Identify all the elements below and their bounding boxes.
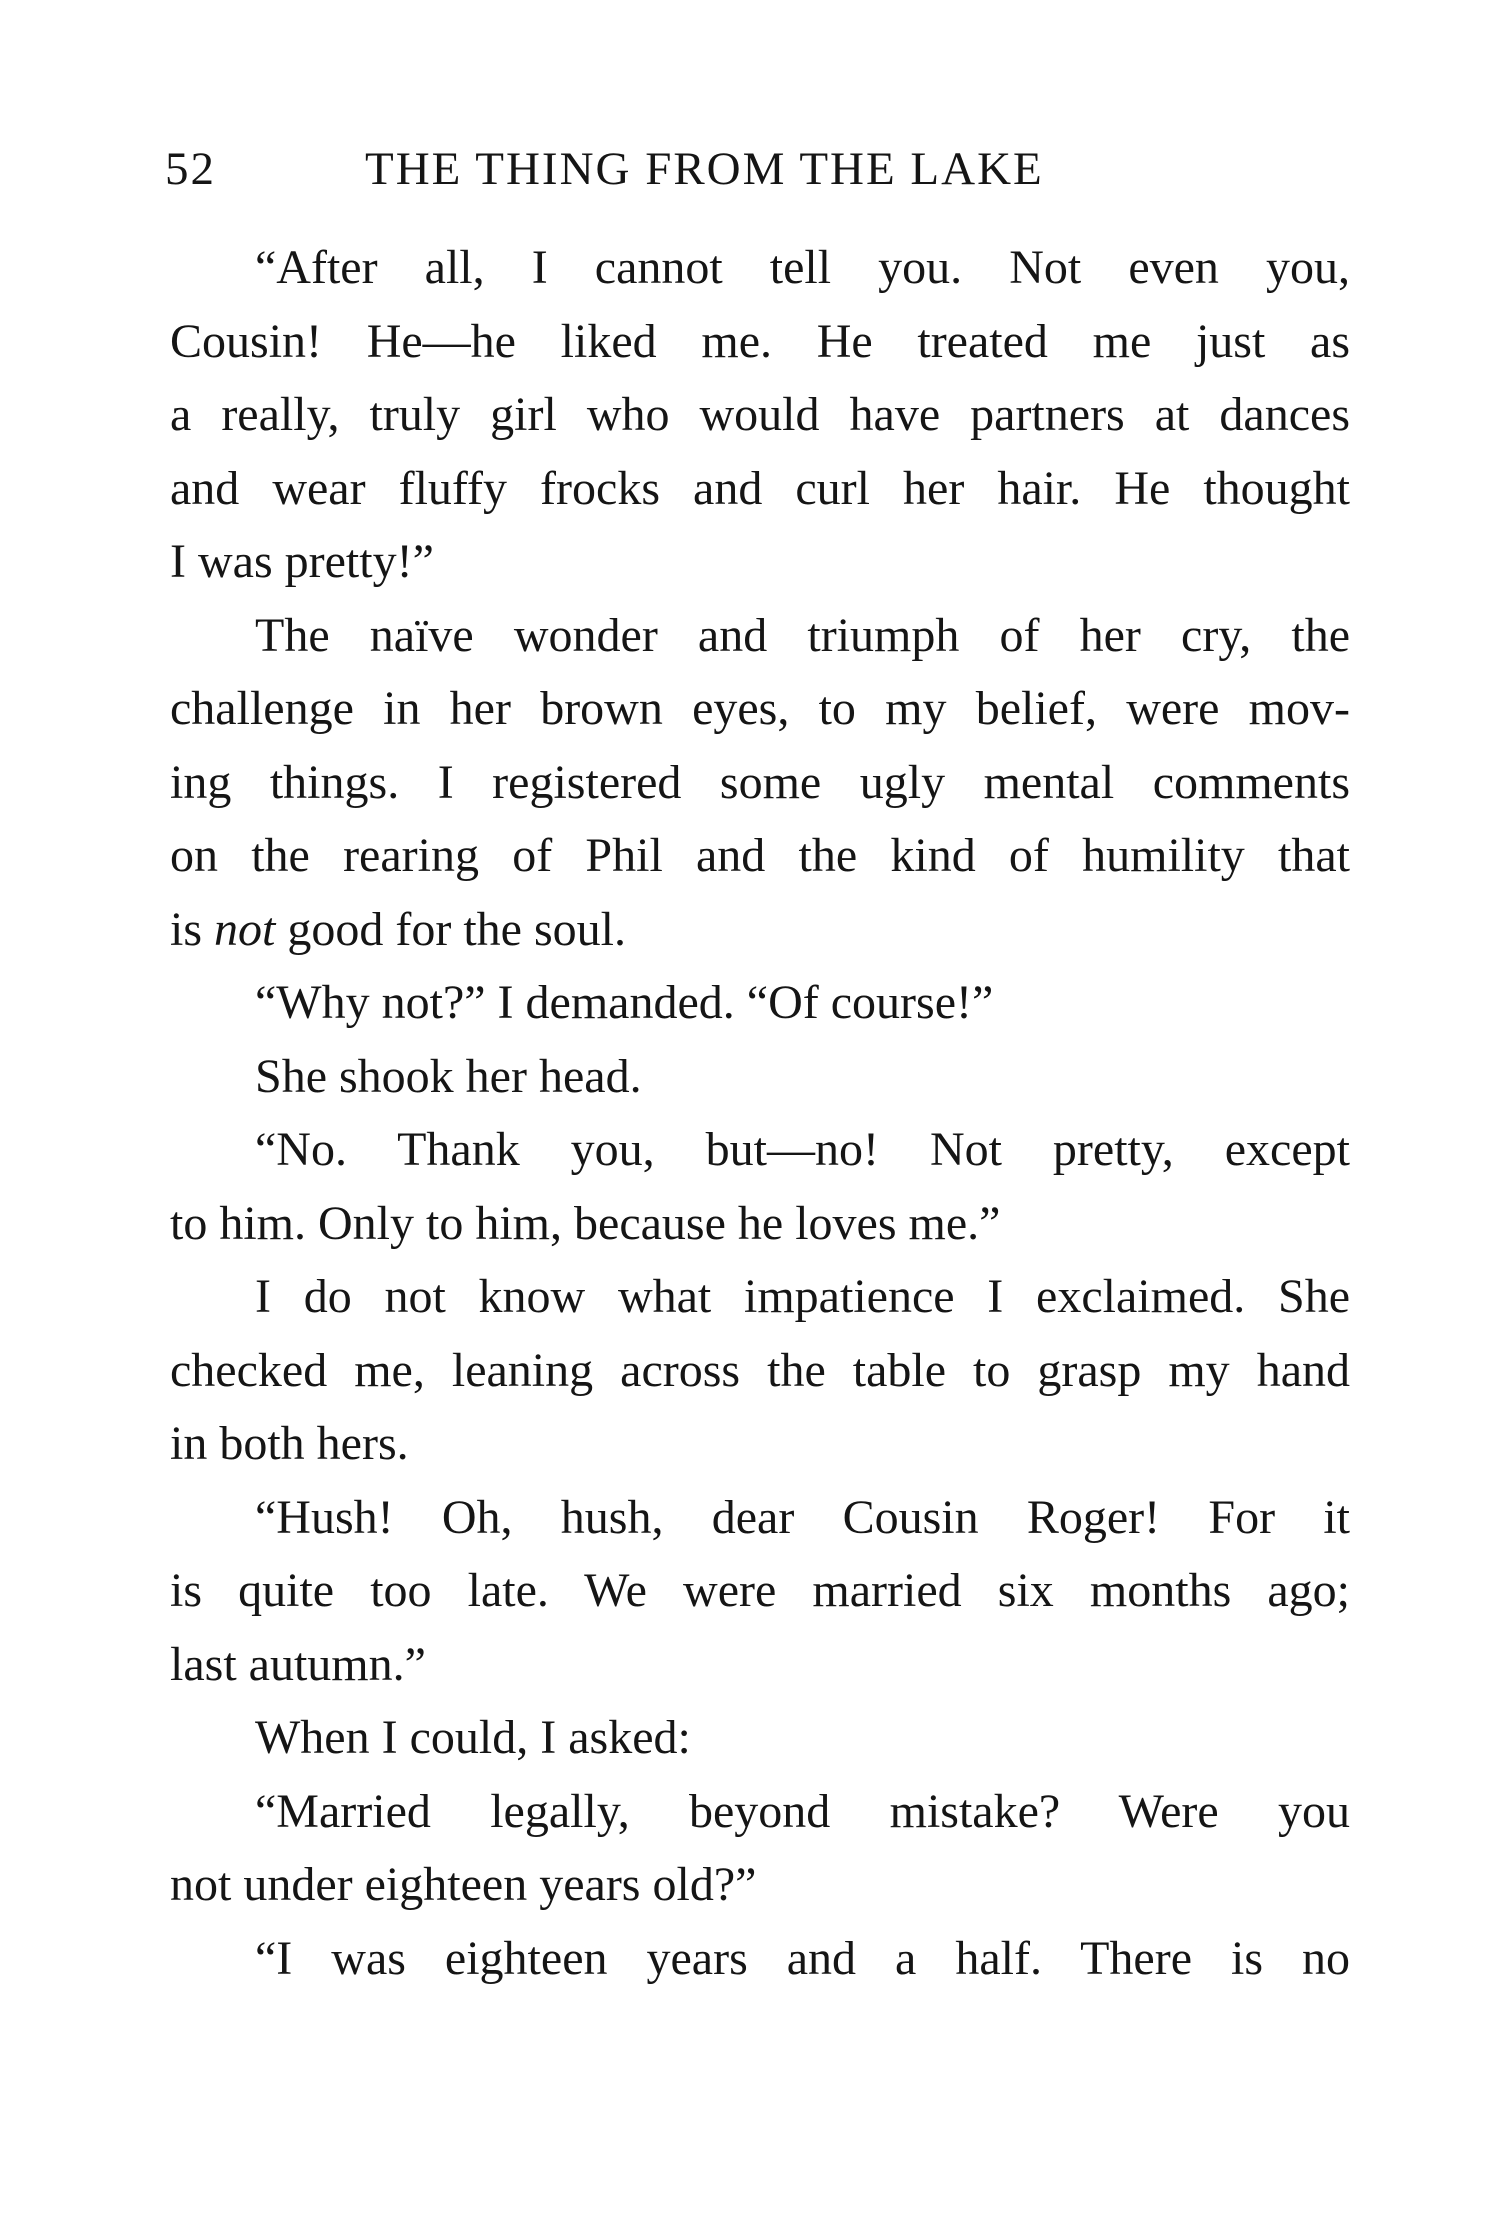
text-run: is [170,902,203,956]
text-line: I was pretty!” [170,535,434,588]
text-line: I do not know what impatience I exclaimed. She [255,1270,1350,1323]
text-line: “I was eighteen years and a half. There is no [255,1931,1350,1985]
emphasized-word: not [214,902,276,956]
text-line: She shook her head. [255,1049,642,1103]
text-line: ing things. I registered some ugly mental comments [170,755,1350,809]
text-line: a really, truly girl who would have partners at dances [170,388,1350,441]
text-line: Cousin! He—he liked me. He treated me just as [170,314,1350,368]
text-line: on the rearing of Phil and the kind of humility that [170,829,1350,882]
page-number: 52 [165,143,216,195]
running-title: THE THING FROM THE LAKE [365,143,1044,195]
text-line: not under eighteen years old?” [170,1858,757,1911]
text-line [170,893,1350,967]
text-line: and wear fluffy frocks and curl her hair. He thought [170,461,1350,515]
text-line: to him. Only to him, because he loves me.” [170,1196,1001,1250]
text-line: checked me, leaning across the table to grasp my hand [170,1343,1350,1397]
text-line: challenge in her brown eyes, to my belief, were mov- [170,682,1350,735]
text-line: The naïve wonder and triumph of her cry, the [255,608,1350,662]
text-line: “After all, I cannot tell you. Not even you, [255,241,1350,294]
text-line: last autumn.” [170,1637,426,1691]
text-line: “Hush! Oh, hush, dear Cousin Roger! For it [255,1490,1350,1544]
body-text [170,231,1350,1995]
text-line: in both hers. [170,1417,409,1470]
text-run: good for the soul. [287,902,626,956]
text-line: When I could, I asked: [255,1711,691,1764]
running-head [165,142,1345,202]
text-line: “Why not?” I demanded. “Of course!” [255,976,994,1029]
text-line: “Married legally, beyond mistake? Were you [255,1784,1350,1838]
text-line: is quite too late. We were married six months ago; [170,1564,1350,1617]
text-line: “No. Thank you, but—no! Not pretty, except [255,1123,1350,1176]
